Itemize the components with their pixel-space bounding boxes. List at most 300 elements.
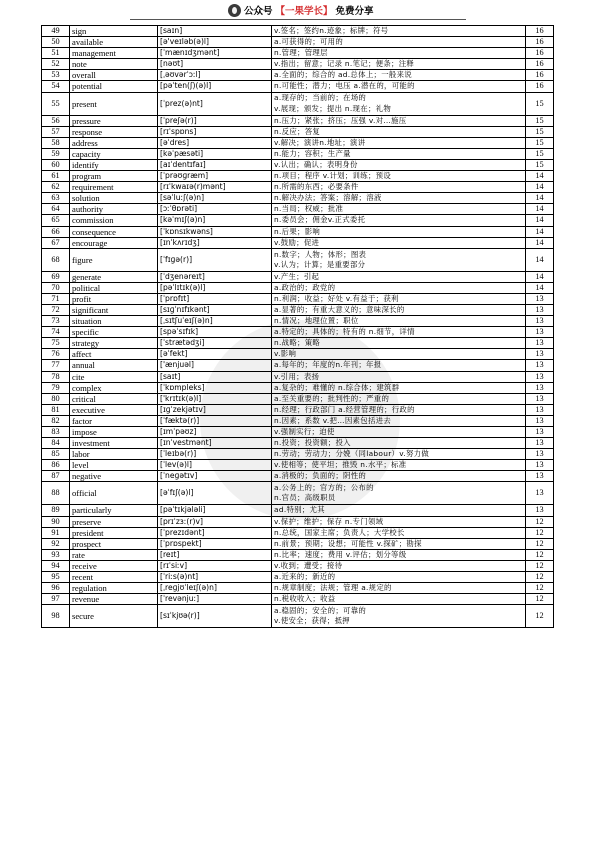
meaning-line: v.鼓励；促进 [274, 237, 320, 247]
frequency-cell: 13 [526, 449, 554, 460]
meaning-cell [272, 393, 526, 404]
word-cell: negative [70, 471, 158, 482]
table-row [42, 59, 554, 70]
word-cell: secure [70, 605, 158, 628]
header-suffix: 免费分享 [335, 6, 374, 17]
word-cell: preserve [70, 516, 158, 527]
table-row [42, 248, 554, 271]
meaning-line: n.战略；策略 [274, 338, 321, 348]
table-row [42, 438, 554, 449]
frequency-cell: 13 [526, 304, 554, 315]
frequency-cell: 12 [526, 527, 554, 538]
meaning-cell [272, 271, 526, 282]
word-cell: specific [70, 327, 158, 338]
meaning-cell [272, 204, 526, 215]
header-banner [228, 2, 374, 18]
phonetic-cell: [əˈfɪʃ(ə)l] [158, 482, 272, 505]
frequency-cell: 16 [526, 26, 554, 37]
row-number: 51 [42, 48, 70, 59]
row-number: 91 [42, 527, 70, 538]
meaning-line: v.产生；引起 [274, 271, 320, 281]
row-number: 96 [42, 583, 70, 594]
frequency-cell: 16 [526, 48, 554, 59]
phonetic-cell: [kəˈmɪʃ(ə)n] [158, 215, 272, 226]
row-number: 86 [42, 460, 70, 471]
row-number: 85 [42, 449, 70, 460]
meaning-line: a.显著的；有重大意义的；意味深长的 [274, 304, 405, 314]
meaning-cell [272, 572, 526, 583]
meaning-line: v.使相等；使平坦；推毁 n.水平；标准 [274, 460, 407, 470]
meaning-line: v.引用；表扬 [274, 371, 320, 381]
meaning-cell [272, 505, 526, 516]
meaning-cell [272, 293, 526, 304]
frequency-cell: 12 [526, 560, 554, 571]
meaning-line: a.可获得的；可用的 [274, 37, 344, 47]
meaning-line: n.因素；系数 v.把…因素包括进去 [274, 415, 392, 425]
frequency-cell: 16 [526, 81, 554, 92]
word-cell: solution [70, 193, 158, 204]
word-cell: recent [70, 572, 158, 583]
row-number: 82 [42, 415, 70, 426]
meaning-cell [272, 215, 526, 226]
row-number: 79 [42, 382, 70, 393]
phonetic-cell: [ɔːˈθɒrəti] [158, 204, 272, 215]
meaning-line: n.反应；答复 [274, 126, 321, 136]
table-row [42, 371, 554, 382]
table-row [42, 237, 554, 248]
frequency-cell: 14 [526, 204, 554, 215]
meaning-line: v.保护；维护；保存 n.专门领域 [274, 516, 384, 526]
row-number: 61 [42, 171, 70, 182]
table-row [42, 126, 554, 137]
word-cell: strategy [70, 338, 158, 349]
frequency-cell: 13 [526, 327, 554, 338]
frequency-cell: 14 [526, 282, 554, 293]
vocabulary-table-body [42, 26, 554, 628]
phonetic-cell: [ˈdʒenəreɪt] [158, 271, 272, 282]
frequency-cell: 13 [526, 338, 554, 349]
frequency-cell: 15 [526, 148, 554, 159]
meaning-cell [272, 560, 526, 571]
meaning-cell [272, 349, 526, 360]
phonetic-cell: [ˈneɡətɪv] [158, 471, 272, 482]
meaning-cell [272, 549, 526, 560]
header-highlight: 【一果学长】 [275, 6, 333, 17]
row-number: 98 [42, 605, 70, 628]
row-number: 57 [42, 126, 70, 137]
table-row [42, 482, 554, 505]
table-row [42, 293, 554, 304]
phonetic-cell: [ˈriːs(ə)nt] [158, 572, 272, 583]
phonetic-cell: [rɪˈsiːv] [158, 560, 272, 571]
row-number: 95 [42, 572, 70, 583]
word-cell: authority [70, 204, 158, 215]
meaning-cell [272, 70, 526, 81]
phonetic-cell: [spəˈsɪfɪk] [158, 327, 272, 338]
meaning-cell [272, 427, 526, 438]
table-row [42, 549, 554, 560]
row-number: 64 [42, 204, 70, 215]
word-cell: overall [70, 70, 158, 81]
phonetic-cell: [ˌreɡjʊˈleɪʃ(ə)n] [158, 583, 272, 594]
word-cell: receive [70, 560, 158, 571]
phonetic-cell: [prɪˈzɜː(r)v] [158, 516, 272, 527]
frequency-cell: 12 [526, 572, 554, 583]
table-row [42, 271, 554, 282]
frequency-cell: 16 [526, 59, 554, 70]
frequency-cell: 14 [526, 226, 554, 237]
frequency-cell: 12 [526, 605, 554, 628]
row-number: 55 [42, 92, 70, 115]
frequency-cell: 15 [526, 92, 554, 115]
word-cell: present [70, 92, 158, 115]
table-row [42, 338, 554, 349]
word-cell: note [70, 59, 158, 70]
meaning-line: n.能力；容积；生产量 [274, 148, 351, 158]
phonetic-cell: [rɪˈkwaɪə(r)mənt] [158, 182, 272, 193]
phonetic-cell: [sɪɡˈnɪfɪkənt] [158, 304, 272, 315]
phonetic-cell: [saɪn] [158, 26, 272, 37]
frequency-cell: 13 [526, 438, 554, 449]
word-cell: figure [70, 248, 158, 271]
meaning-cell [272, 148, 526, 159]
meaning-line: n.数字；人物；体形；图表 [274, 249, 367, 259]
page-header [0, 0, 596, 20]
phonetic-cell: [səˈluːʃ(ə)n] [158, 193, 272, 204]
meaning-line: n.委员会；佣金v.正式委托 [274, 215, 366, 225]
phonetic-cell: [reɪt] [158, 549, 272, 560]
table-row [42, 349, 554, 360]
meaning-line: v.收到；遭受；接待 [274, 560, 343, 570]
row-number: 73 [42, 316, 70, 327]
word-cell: revenue [70, 594, 158, 605]
table-row [42, 193, 554, 204]
meaning-cell [272, 59, 526, 70]
frequency-cell: 13 [526, 293, 554, 304]
meaning-line: a.公务上的；官方的；公布的 [274, 483, 374, 493]
table-row [42, 516, 554, 527]
meaning-line: n.解决办法；答案；溶解；溶液 [274, 193, 382, 203]
phonetic-cell: [ˈprəʊɡræm] [158, 171, 272, 182]
phonetic-cell: [əˈfekt] [158, 349, 272, 360]
phonetic-cell: [ɪnˈvestmənt] [158, 438, 272, 449]
phonetic-cell: ['krɪtɪk(ə)l] [158, 393, 272, 404]
frequency-cell: 13 [526, 482, 554, 505]
meaning-cell [272, 449, 526, 460]
row-number: 89 [42, 505, 70, 516]
word-cell: level [70, 460, 158, 471]
meaning-cell [272, 460, 526, 471]
meaning-cell [272, 527, 526, 538]
frequency-cell: 14 [526, 182, 554, 193]
meaning-cell [272, 193, 526, 204]
row-number: 72 [42, 304, 70, 315]
meaning-line: n.管理；管理层 [274, 48, 328, 58]
table-row [42, 115, 554, 126]
frequency-cell: 12 [526, 516, 554, 527]
meaning-cell [272, 137, 526, 148]
meaning-cell [272, 316, 526, 327]
frequency-cell: 13 [526, 316, 554, 327]
meaning-cell [272, 37, 526, 48]
frequency-cell: 14 [526, 215, 554, 226]
phonetic-cell: [ˈprezɪdənt] [158, 527, 272, 538]
frequency-cell: 15 [526, 115, 554, 126]
row-number: 83 [42, 427, 70, 438]
header-divider [130, 19, 466, 20]
table-row [42, 605, 554, 628]
word-cell: official [70, 482, 158, 505]
table-row [42, 159, 554, 170]
frequency-cell: 14 [526, 171, 554, 182]
meaning-line: a.全面的；综合的 ad.总体上；一般来说 [274, 70, 412, 80]
meaning-line: n.可能性；潜力；电压 a.潜在的，可能的 [274, 81, 415, 91]
word-cell: executive [70, 404, 158, 415]
meaning-line: n.所需的东西；必要条件 [274, 182, 359, 192]
table-row [42, 538, 554, 549]
meaning-cell [272, 382, 526, 393]
frequency-cell: 12 [526, 594, 554, 605]
table-row [42, 316, 554, 327]
table-row [42, 48, 554, 59]
meaning-line: a.现存的；当前的；在场的 [274, 93, 367, 103]
row-number: 87 [42, 471, 70, 482]
meaning-line: n.规章制度；法规；管理 a.规定的 [274, 583, 392, 593]
meaning-cell [272, 404, 526, 415]
meaning-cell [272, 338, 526, 349]
table-row [42, 148, 554, 159]
word-cell: identify [70, 159, 158, 170]
table-row [42, 460, 554, 471]
table-row [42, 393, 554, 404]
table-row [42, 415, 554, 426]
row-number: 78 [42, 371, 70, 382]
meaning-line: n.比率；速度；费用 v.评估；划分等级 [274, 549, 407, 559]
meaning-line: n.压力；紧张；挤压；压强 v.对…施压 [274, 115, 407, 125]
meaning-cell [272, 360, 526, 371]
table-row [42, 171, 554, 182]
row-number: 54 [42, 81, 70, 92]
row-number: 53 [42, 70, 70, 81]
meaning-line: a.特定的；具体的；特有的 n.细节，详情 [274, 327, 415, 337]
phonetic-cell: [ˌsɪtʃuˈeɪʃ(ə)n] [158, 316, 272, 327]
row-number: 80 [42, 393, 70, 404]
phonetic-cell: [ˌəʊvərˈɔːl] [158, 70, 272, 81]
word-cell: labor [70, 449, 158, 460]
meaning-cell [272, 92, 526, 115]
word-cell: complex [70, 382, 158, 393]
word-cell: address [70, 137, 158, 148]
table-row [42, 449, 554, 460]
meaning-cell [272, 81, 526, 92]
meaning-line: n.总统，国家主席；负责人；大学校长 [274, 527, 405, 537]
row-number: 75 [42, 338, 70, 349]
meaning-line: a.近来的；新近的 [274, 572, 336, 582]
phonetic-cell: [ˈprɒfɪt] [158, 293, 272, 304]
frequency-cell: 13 [526, 505, 554, 516]
meaning-line: n.情况；地理位置；职位 [274, 316, 359, 326]
table-row [42, 583, 554, 594]
word-cell: management [70, 48, 158, 59]
frequency-cell: 16 [526, 37, 554, 48]
table-row [42, 37, 554, 48]
meaning-line-2: v.使安全；获得；抵押 [274, 616, 350, 626]
meaning-line: v.指出；留意；记录 n.笔记；便条；注释 [274, 59, 415, 69]
frequency-cell: 13 [526, 404, 554, 415]
frequency-cell: 15 [526, 126, 554, 137]
meaning-cell [272, 182, 526, 193]
table-row [42, 505, 554, 516]
word-cell: impose [70, 427, 158, 438]
word-cell: response [70, 126, 158, 137]
meaning-cell [272, 26, 526, 37]
meaning-line: ad.特别；尤其 [274, 505, 325, 515]
table-row [42, 215, 554, 226]
meaning-line: n.当局；权威；批准 [274, 204, 344, 214]
word-cell: consequence [70, 226, 158, 237]
word-cell: profit [70, 293, 158, 304]
word-cell: factor [70, 415, 158, 426]
word-cell: rate [70, 549, 158, 560]
word-cell: commission [70, 215, 158, 226]
row-number: 58 [42, 137, 70, 148]
word-cell: critical [70, 393, 158, 404]
row-number: 59 [42, 148, 70, 159]
meaning-line: v.解决；演讲n.地址；演讲 [274, 137, 366, 147]
meaning-line: a.每年的；年度的n.年刊；年报 [274, 360, 382, 370]
meaning-cell [272, 538, 526, 549]
meaning-cell [272, 438, 526, 449]
row-number: 52 [42, 59, 70, 70]
phonetic-cell: [ˈfɪɡə(r)] [158, 248, 272, 271]
table-row [42, 81, 554, 92]
table-row [42, 137, 554, 148]
table-row [42, 471, 554, 482]
word-cell: cite [70, 371, 158, 382]
table-row [42, 427, 554, 438]
frequency-cell: 14 [526, 193, 554, 204]
row-number: 60 [42, 159, 70, 170]
meaning-line: a.复杂的；难懂的 n.综合体；建筑群 [274, 382, 400, 392]
table-row [42, 404, 554, 415]
frequency-cell: 13 [526, 471, 554, 482]
meaning-cell [272, 115, 526, 126]
frequency-cell: 13 [526, 382, 554, 393]
meaning-line: n.经理；行政部门 a.经营管理的；行政的 [274, 404, 415, 414]
meaning-line: v.影响 [274, 349, 297, 359]
phonetic-cell: [ɪɡˈzekjətɪv] [158, 404, 272, 415]
phonetic-cell: [ˈprez(ə)nt] [158, 92, 272, 115]
row-number: 67 [42, 237, 70, 248]
row-number: 69 [42, 271, 70, 282]
phonetic-cell: [kəˈpæsəti] [158, 148, 272, 159]
meaning-line: a.至关重要的；批判性的；严重的 [274, 393, 390, 403]
word-cell: affect [70, 349, 158, 360]
table-row [42, 70, 554, 81]
row-number: 92 [42, 538, 70, 549]
phonetic-cell: [rɪˈspɒns] [158, 126, 272, 137]
row-number: 81 [42, 404, 70, 415]
word-cell: significant [70, 304, 158, 315]
word-cell: prospect [70, 538, 158, 549]
row-number: 49 [42, 26, 70, 37]
meaning-line: a.消极的；负面的；阴性的 [274, 471, 367, 481]
word-cell: particularly [70, 505, 158, 516]
word-cell: requirement [70, 182, 158, 193]
row-number: 74 [42, 327, 70, 338]
row-number: 84 [42, 438, 70, 449]
row-number: 97 [42, 594, 70, 605]
meaning-cell [272, 605, 526, 628]
meaning-line: v.强制实行；迫使 [274, 427, 335, 436]
meaning-cell [272, 159, 526, 170]
word-cell: generate [70, 271, 158, 282]
table-row [42, 594, 554, 605]
frequency-cell: 14 [526, 271, 554, 282]
row-number: 66 [42, 226, 70, 237]
meaning-line: n.利润；收益；好处 v.有益于；获利 [274, 293, 399, 303]
phonetic-cell: [saɪt] [158, 371, 272, 382]
row-number: 50 [42, 37, 70, 48]
meaning-line: v.认出；确认；表明身份 [274, 159, 358, 169]
meaning-cell [272, 282, 526, 293]
meaning-line: a.政治的；政党的 [274, 282, 336, 292]
frequency-cell: 12 [526, 583, 554, 594]
row-number: 71 [42, 293, 70, 304]
meaning-line: n.税收收入；收益 [274, 594, 336, 604]
row-number: 77 [42, 360, 70, 371]
meaning-cell [272, 248, 526, 271]
phonetic-cell: [ɪmˈpəʊz] [158, 427, 272, 438]
frequency-cell: 16 [526, 70, 554, 81]
row-number: 88 [42, 482, 70, 505]
meaning-line-2: n.官员；高级职员 [274, 493, 336, 503]
word-cell: pressure [70, 115, 158, 126]
phonetic-cell: [ə'veɪləb(ə)l] [158, 37, 272, 48]
phonetic-cell: [ˈmænɪdʒmənt] [158, 48, 272, 59]
frequency-cell: 13 [526, 349, 554, 360]
meaning-cell [272, 226, 526, 237]
phonetic-cell: ['ænjuəl] [158, 360, 272, 371]
meaning-line: n.后果；影响 [274, 226, 321, 236]
frequency-cell: 14 [526, 248, 554, 271]
meaning-line-2: v.认为；计算；是重要部分 [274, 259, 366, 269]
word-cell: investment [70, 438, 158, 449]
table-row [42, 327, 554, 338]
phonetic-cell: [ˈprɒspekt] [158, 538, 272, 549]
frequency-cell: 13 [526, 415, 554, 426]
table-row [42, 304, 554, 315]
meaning-cell [272, 171, 526, 182]
phonetic-cell: [ɪnˈkʌrɪdʒ] [158, 237, 272, 248]
word-cell: sign [70, 26, 158, 37]
meaning-line: a.稳固的；安全的；可靠的 [274, 606, 367, 616]
meaning-cell [272, 371, 526, 382]
phonetic-cell: [ˈfæktə(r)] [158, 415, 272, 426]
meaning-line: n.前景；预期；设想；可能性 v.探矿；勘探 [274, 538, 422, 548]
row-number: 76 [42, 349, 70, 360]
frequency-cell: 12 [526, 538, 554, 549]
frequency-cell: 12 [526, 549, 554, 560]
word-cell: situation [70, 316, 158, 327]
table-row [42, 527, 554, 538]
vocabulary-table [41, 25, 554, 628]
meaning-cell [272, 583, 526, 594]
row-number: 63 [42, 193, 70, 204]
frequency-cell: 13 [526, 393, 554, 404]
word-cell: regulation [70, 583, 158, 594]
meaning-cell [272, 482, 526, 505]
